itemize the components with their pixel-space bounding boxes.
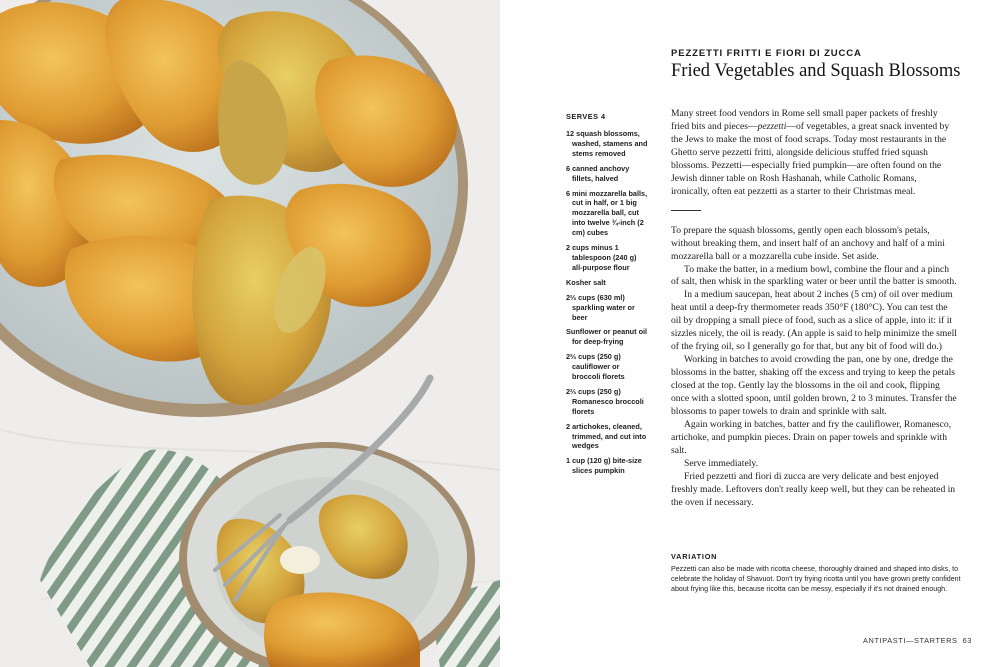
ingredients-list <box>566 112 648 481</box>
ingredient-item: 2 cups minus 1 tablespoon (240 g) all-purpose flour <box>566 243 637 272</box>
step-paragraph: Serve immediately. <box>684 457 758 469</box>
step-paragraph: Again working in batches, batter and fry the cauliflower, Romanesco, artichoke, and pumpkin pieces. Drain on paper towels and sprinkle with salt. <box>671 418 952 456</box>
variation-heading: VARIATION <box>671 552 718 561</box>
ingredient-item: Sunflower or peanut oil for deep-frying <box>566 327 648 347</box>
step-paragraph: In a medium saucepan, heat about 2 inches (5 cm) of oil over medium heat until a deep-fry thermometer reads 350°F (180°C). You can test the oil by dropping a small piece of food, such as a slice of apple, into it: if it sizzles nicely, the oil is ready. (An apple is said to help minimize the smell of the frying oil, so I generally go for that, but any bit of food will do.) <box>671 289 957 353</box>
recipe-italian-title: PEZZETTI FRITTI E FIORI DI ZUCCA <box>671 48 862 59</box>
section-name: ANTIPASTI—STARTERS <box>863 636 958 645</box>
intro-paragraph <box>671 108 957 199</box>
ingredient-item: 6 canned anchovy fillets, halved <box>566 163 630 183</box>
ingredient-item: 12 squash blossoms, washed, stamens and stems removed <box>566 129 648 158</box>
page-number: 63 <box>962 636 972 645</box>
recipe-title: Fried Vegetables and Squash Blossoms <box>671 61 961 81</box>
intro-italic-term: pezzetti <box>757 120 787 132</box>
recipe-page <box>500 0 1000 667</box>
step-paragraph: To prepare the squash blossoms, gently open each blossom's petals, without breaking them, and insert half of an anchovy and half of a mini mozzarella ball or a mozzarella cube inside. Set aside. <box>671 224 945 262</box>
recipe-body <box>671 108 957 510</box>
ingredient-item: 6 mini mozzarella balls, cut in half, or 1 big mozzarella ball, cut into twelve ¾-inch (2 cm) cubes <box>566 188 648 238</box>
variation-text: Pezzetti can also be made with ricotta cheese, thoroughly drained and shaped into disks, to celebrate the holiday of Shavuot. Don't try frying ricotta until you have grown pretty confident about frying like this, because ricotta can be messy, especially if it's not drained enough. <box>671 565 961 594</box>
ingredient-item: 2⅔ cups (630 ml) sparkling water or beer <box>566 292 635 322</box>
ingredient-item: 1 cup (120 g) bite-size slices pumpkin <box>566 456 642 476</box>
ingredient-item: 2⅔ cups (250 g) Romanesco broccoli florets <box>566 386 644 416</box>
step-paragraph: To make the batter, in a medium bowl, combine the flour and a pinch of salt, then whisk in the sparkling water or beer until the batter is smooth. <box>671 263 957 288</box>
step-paragraph: Fried pezzetti and fiori di zucca are very delicate and best enjoyed freshly made. Leftovers don't really keep well, but they can be reheated in the oven if necessary. <box>671 470 956 508</box>
section-divider <box>671 210 701 211</box>
intro-text-start: Many street food vendors in Rome sell small paper packets of freshly fried bits and pieces— <box>671 108 938 132</box>
page-footer <box>863 636 972 645</box>
ingredient-item: 2 artichokes, cleaned, trimmed, and cut into wedges <box>566 421 647 451</box>
intro-text-end: —of vegetables, a great snack invented by the Jews to make the most of food scraps. Today most restaurants in the Ghetto serve pezzetti fritti, alongside delicious stuffed fried squash blossoms. Pezzetti—especially fried pumpkin—are often found on the Jewish dinner table on Rosh Hashanah, while Catholic Romans, ironically, often eat pezzetti as a starter to their Christmas meal. <box>671 120 950 197</box>
serves-label: SERVES 4 <box>566 112 606 121</box>
ingredient-item: Kosher salt <box>566 277 606 287</box>
step-paragraph: Working in batches to avoid crowding the pan, one by one, dredge the blossoms in the batter, shaking off the excess and trying to keep the petals closed at the top. Gently lay the blossoms in the oil and cook, flipping once with a slotted spoon, until golden brown, 2 to 3 minutes. Transfer the blossoms to paper towels to drain and sprinkle with salt. <box>671 354 957 418</box>
ingredient-item: 2⅔ cups (250 g) cauliflower or broccoli florets <box>566 352 625 382</box>
